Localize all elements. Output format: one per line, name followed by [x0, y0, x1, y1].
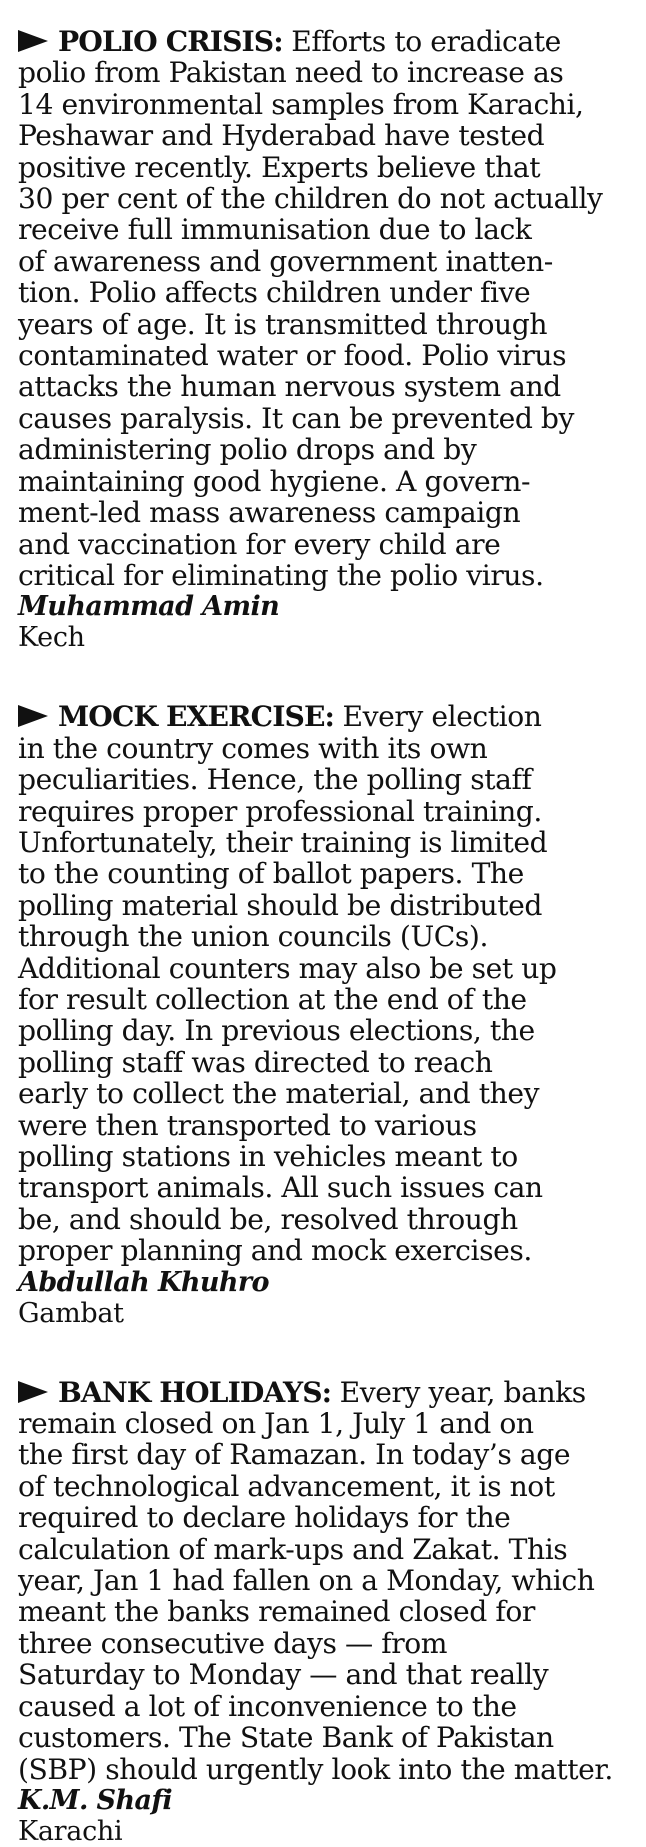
letter-first-line — [18, 1377, 632, 1408]
arrow-bullet-icon — [18, 1381, 48, 1403]
letter-text-line: calculation of mark-ups and Zakat. This — [18, 1532, 568, 1566]
letter-text-line: customers. The State Bank of Pakistan — [18, 1721, 554, 1755]
letter-text-line: of technological advancement, it is not — [18, 1469, 555, 1503]
letter-text-line: maintaining good hygiene. A govern- — [18, 464, 531, 498]
letter-text-line: through the union councils (UCs). — [18, 920, 488, 954]
letter-text-line: were then transported to various — [18, 1108, 477, 1142]
letter-text-line: of awareness and government inatten- — [18, 244, 553, 278]
letter-text-line: and vaccination for every child are — [18, 527, 501, 561]
letter-text-line: critical for eliminating the polio virus. — [18, 558, 544, 592]
letter-text-line: be, and should be, resolved through — [18, 1202, 518, 1236]
letter-author: Abdullah Khuhro — [18, 1266, 269, 1298]
letter-text-line: administering polio drops and by — [18, 433, 477, 467]
letter-author: Muhammad Amin — [18, 591, 280, 623]
letter-heading: MOCK EXERCISE: — [58, 700, 335, 734]
letter-location: Karachi — [18, 1815, 123, 1847]
letter-polio-crisis — [18, 26, 632, 653]
letter-text-line: to the counting of ballot papers. The — [18, 857, 524, 891]
letter-text-line: Additional counters may also be set up — [18, 951, 557, 985]
letter-author: K.M. Shafi — [18, 1784, 173, 1816]
letter-first-line — [18, 26, 632, 57]
letter-text-line: polling stations in vehicles meant to — [18, 1140, 518, 1173]
letter-text-line: 14 environmental samples from Karachi, — [18, 87, 584, 121]
letter-text-line: years of age. It is transmitted through — [18, 307, 548, 341]
letter-text-line: remain closed on Jan 1, July 1 and on — [18, 1407, 534, 1441]
letter-text-line: for result collection at the end of the — [18, 982, 527, 1016]
letter-location: Gambat — [18, 1297, 124, 1329]
letter-location: Kech — [18, 622, 85, 654]
letter-text-line: Unfortunately, their training is limited — [18, 825, 548, 859]
letter-text-line: in the country comes with its own — [18, 731, 488, 765]
letter-text-line: three consecutive days — from — [18, 1626, 448, 1660]
letter-text-line: Every year, banks — [331, 1375, 586, 1409]
letter-text-line: meant the banks remained closed for — [18, 1595, 535, 1629]
arrow-bullet-icon — [18, 705, 48, 727]
letter-text-line: 30 per cent of the children do not actually — [18, 182, 603, 216]
letter-text-line: positive recently. Experts believe that — [18, 150, 541, 184]
letter-text-line: peculiarities. Hence, the polling staff — [18, 763, 532, 797]
letter-heading: POLIO CRISIS: — [58, 25, 283, 58]
letter-text-line: requires proper professional training. — [18, 794, 542, 828]
letter-text-line: (SBP) should urgently look into the matter. — [18, 1752, 613, 1786]
letter-text-line: Saturday to Monday — and that really — [18, 1658, 549, 1692]
letter-text-line: polling day. In previous elections, the — [18, 1014, 535, 1048]
letter-text-line: tion. Polio affects children under five — [18, 276, 531, 310]
letter-text-line: polling staff was directed to reach — [18, 1045, 493, 1079]
letter-text-line: caused a lot of inconvenience to the — [18, 1689, 517, 1723]
letter-text-line: the first day of Ramazan. In today’s age — [18, 1438, 571, 1472]
letter-text-line: receive full immunisation due to lack — [18, 213, 532, 247]
letter-text-line: required to declare holidays for the — [18, 1501, 511, 1535]
letter-heading: BANK HOLIDAYS: — [58, 1375, 332, 1409]
letter-mock-exercise — [18, 701, 632, 1328]
letter-text-line: proper planning and mock exercises. — [18, 1234, 532, 1268]
letter-first-line — [18, 701, 632, 732]
letter-text-line: early to collect the material, and they — [18, 1077, 540, 1111]
letter-text-line: causes paralysis. It can be prevented by — [18, 401, 575, 435]
letter-bank-holidays — [18, 1377, 632, 1847]
letter-text-line: attacks the human nervous system and — [18, 370, 561, 404]
letter-text-line: Peshawar and Hyderabad have tested — [18, 119, 545, 153]
arrow-bullet-icon — [18, 30, 48, 52]
letter-text-line: contaminated water or food. Polio virus — [18, 339, 567, 373]
letter-text-line: polio from Pakistan need to increase as — [18, 56, 564, 90]
letter-text-line: Efforts to eradicate — [282, 25, 561, 58]
letter-text-line: Every election — [334, 700, 542, 734]
letter-text-line: transport animals. All such issues can — [18, 1171, 543, 1205]
letter-text-line: polling material should be distributed — [18, 888, 542, 922]
letter-text-line: ment-led mass awareness campaign — [18, 496, 521, 530]
letter-text-line: year, Jan 1 had fallen on a Monday, which — [18, 1564, 595, 1598]
